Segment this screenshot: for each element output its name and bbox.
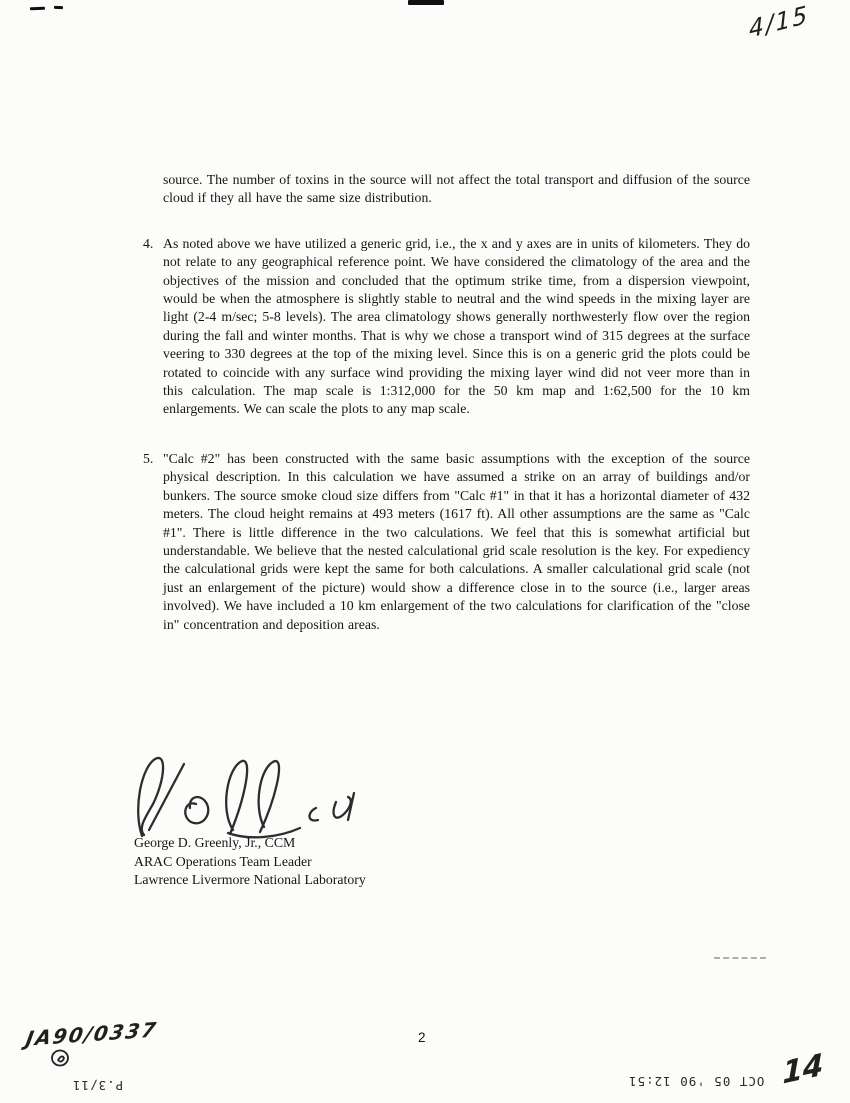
paragraph-continuation: source. The number of toxins in the source will not affect the total transport and diffusion of the source cloud if they all have the same size distribution. [163,172,750,206]
scan-artifact-mark [54,6,63,9]
scan-artifact-mark [408,0,444,5]
item-text: "Calc #2" has been constructed with the same basic assumptions with the exception of the source physical description. In this calculation we have assumed a strike on an array of buildings and/or bunkers. The source smoke cloud size differs from "Calc #1" in that it has a horizontal diameter of 432 meters. The cloud height remains at 493 meters (1617 ft). All other assumptions are the same as "Calc #1". There is little difference in the two calculations. We feel that this is somewhat artificial but understandable. We believe that the nested calculational grid scale resolution is the key. For expediency the calculational grids were kept the same for both calculations. A smaller calculational grid scale (not just an enlargement of the picture) would show a difference close in to the source (i.e., larger areas involved). We have included a 10 km enlargement of the two calculations for clarification of the "close in" concentration and deposition areas. [163,450,750,632]
handwritten-page-fraction: 4/15 [747,0,810,44]
scan-artifact-mark [30,7,45,11]
item-number: 5. [143,450,154,466]
handwritten-signature [128,750,378,842]
fax-footer-page-indicator: P.3/11 [72,1078,124,1093]
item-text: As noted above we have utilized a generic grid, i.e., the x and y axes are in units of kilometers. They do not relate to any geographical reference point. We have considered the climatology of the area and the objectives of the mission and concluded that the optimum strike time, from a dispersion viewpoint, would be when the atmosphere is slightly stable to neutral and the wind speeds in the mixing layer are light (2-4 m/sec; 5-8 levels). The area climatology shows generally northwesterly flow over the region during the fall and winter months. That is why we chose a transport wind of 315 degrees at the surface veering to 330 degrees at the top of the mixing level. Since this is on a generic grid the plots could be rotated to coincide with any surface wind providing the mixing layer wind did not veer more than in this calculation. The map scale is 1:312,000 for the 50 km map and 1:62,500 for the 10 km enlargements. We can scale the plots to any map scale. [163,235,750,417]
signature-block [134,834,366,890]
circled-scribble-mark [50,1048,72,1070]
numbered-item-5 [143,450,750,634]
numbered-item-4 [143,235,750,419]
handwritten-page-count: 14 [782,1047,824,1092]
scan-artifact-dashes [714,957,766,959]
fax-footer-timestamp: OCT 05 '90 12:51 [628,1074,765,1089]
handwritten-reference-number: JA90/0337 [24,1017,160,1051]
signer-organization: Lawrence Livermore National Laboratory [134,872,366,888]
page-number: 2 [418,1030,426,1045]
signer-title: ARAC Operations Team Leader [134,853,312,869]
signer-name: George D. Greenly, Jr., CCM [134,835,296,850]
document-body [143,171,750,634]
item-number: 4. [143,235,154,251]
